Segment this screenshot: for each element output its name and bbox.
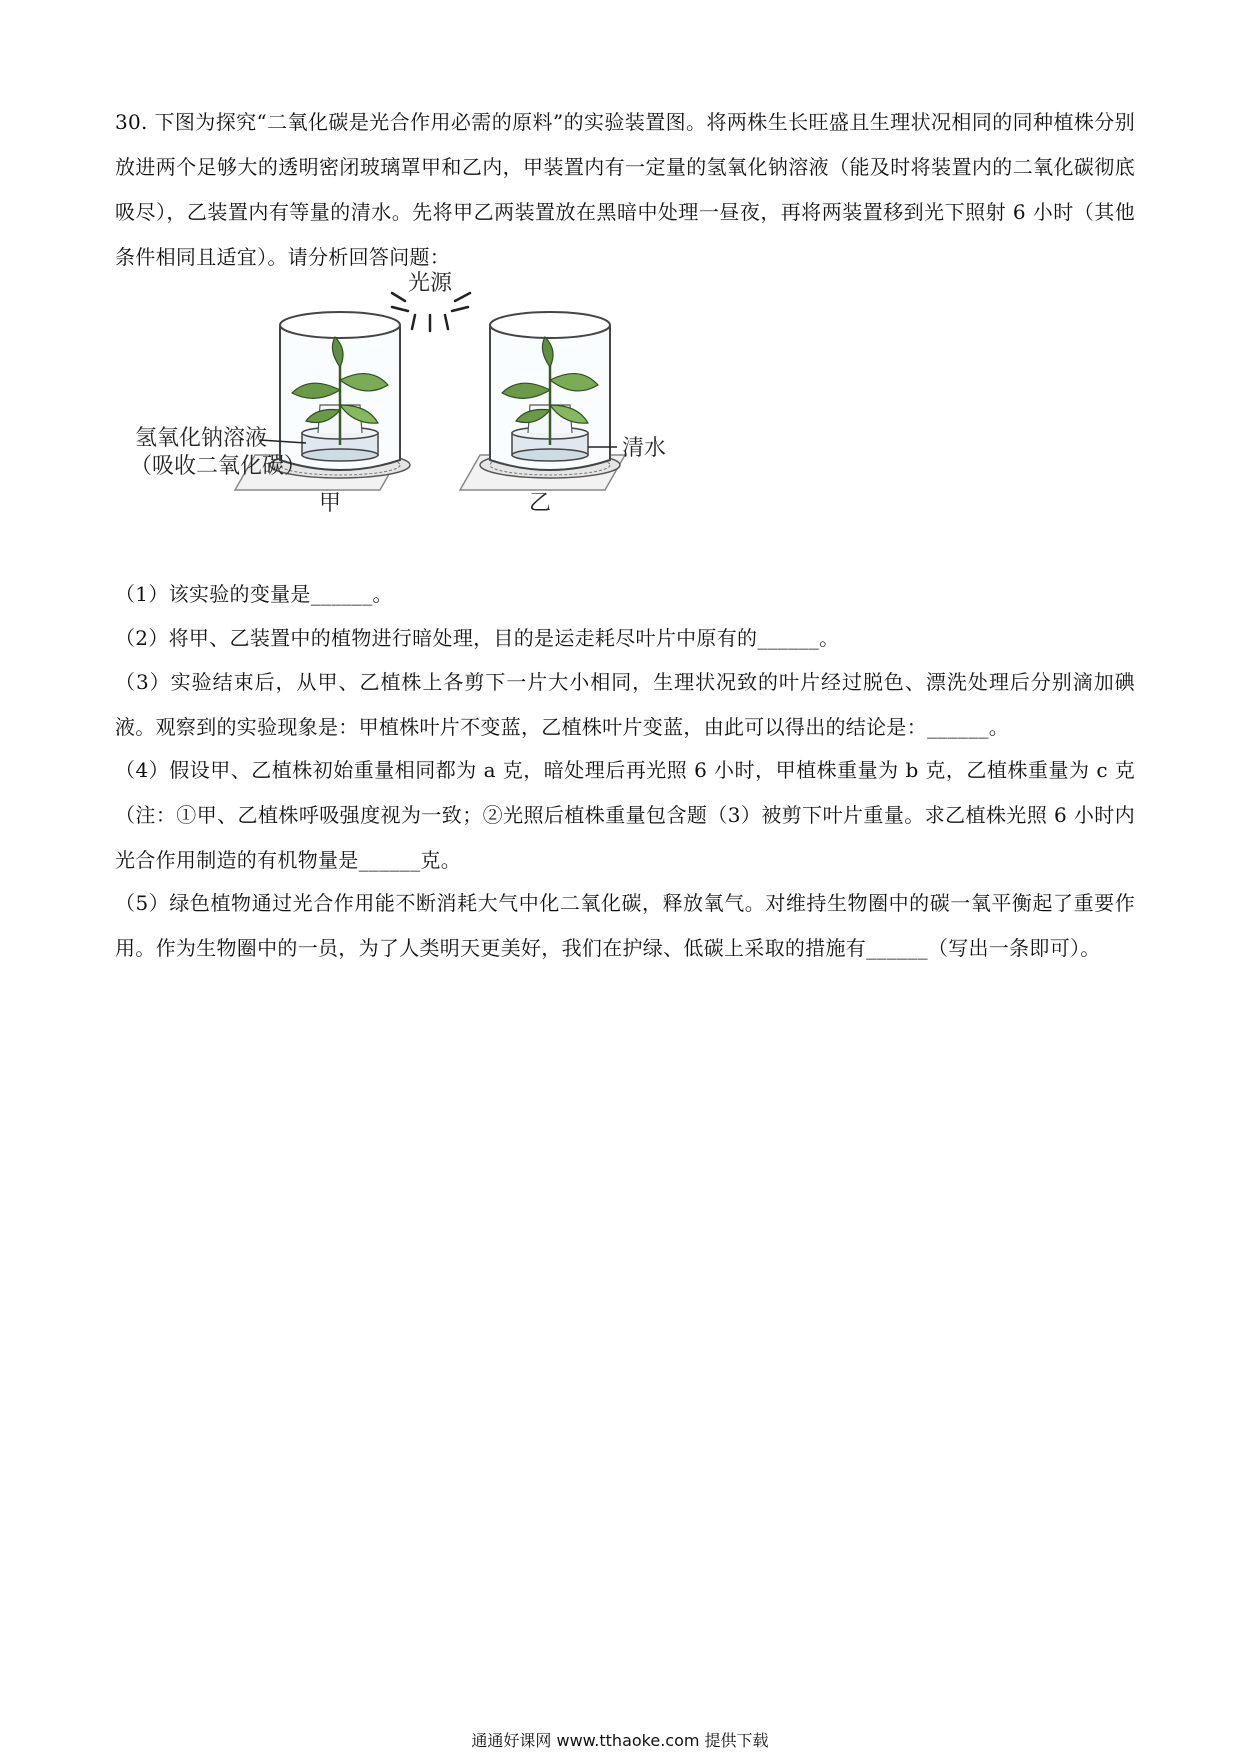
- subquestion-3: （3）实验结束后，从甲、乙植株上各剪下一片大小相同，生理状况致的叶片经过脱色、漂洗处理后分别滴加碘液。观察到的实验现象是：甲植株叶片不变蓝，乙植株叶片变蓝，由此可以得出的结论是：______。: [115, 670, 1135, 739]
- experiment-diagram: [130, 271, 830, 595]
- light-rays: [392, 293, 470, 331]
- experiment-figure: [130, 271, 830, 595]
- light-source-label: 光源: [407, 271, 453, 296]
- subquestion-2: （2）将甲、乙装置中的植物进行暗处理，目的是运走耗尽叶片中原有的______。: [115, 626, 840, 650]
- subquestion-5: （5）绿色植物通过光合作用能不断消耗大气中化二氧化碳，释放氧气。对维持生物圈中的碳一氧平衡起了重要作用。作为生物圈中的一员，为了人类明天更美好，我们在护绿、低碳上采取的措施有______（写出一条即可）。: [115, 891, 1135, 960]
- naoh-solution-note: （吸收二氧化碳）: [130, 454, 307, 479]
- jar-a-label: 甲: [318, 491, 342, 516]
- subquestion-4: （4）假设甲、乙植株初始重量相同都为 a 克，暗处理后再光照 6 小时，甲植株重量为 b 克，乙植株重量为 c 克（注：①甲、乙植株呼吸强度视为一致；②光照后植株重量包含题（3）被剪下叶片重量。求乙植株光照 6 小时内光合作用制造的有机物量是______克。: [115, 758, 1135, 872]
- subquestion-1: （1）该实验的变量是______。: [115, 582, 393, 606]
- jar-b-label: 乙: [528, 491, 552, 516]
- question-stem: 30. 下图为探究“二氧化碳是光合作用必需的原料”的实验装置图。将两株生长旺盛且生理状况相同的同种植株分别放进两个足够大的透明密闭玻璃罩甲和乙内，甲装置内有一定量的氢氧化钠溶液（能及时将装置内的二氧化碳彻底吸尽），乙装置内有等量的清水。先将甲乙两装置放在黑暗中处理一昼夜，再将两装置移到光下照射 6 小时（其他条件相同且适宜）。请分析回答问题：: [115, 110, 1135, 269]
- jar-b-apparatus: [460, 312, 625, 490]
- water-label: 清水: [622, 436, 667, 461]
- page-footer: 通通好课网 www.tthaoke.com 提供下载: [471, 1731, 769, 1750]
- naoh-solution-label: 氢氧化钠溶液: [135, 426, 268, 451]
